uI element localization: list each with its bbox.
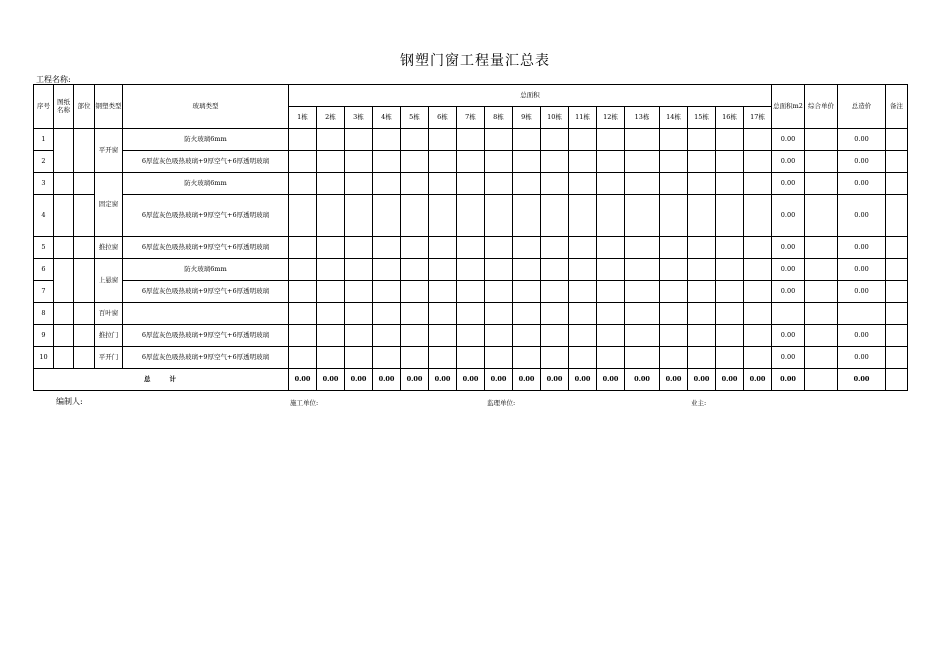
row-glass: 6厚蓝灰色吸热玻璃+9厚空气+6厚透明玻璃: [123, 151, 289, 173]
row-total-area: 0.00: [772, 325, 805, 347]
row-unit-price: [805, 237, 838, 259]
summary-table: [33, 84, 908, 391]
table-row: [34, 281, 908, 303]
row-part: [74, 129, 95, 173]
row-part: [74, 325, 95, 347]
row-window-type: 固定窗: [95, 173, 123, 237]
row-remarks: [886, 173, 908, 195]
row-window-type: 百叶窗: [95, 303, 123, 325]
total-building: 0.00: [373, 369, 401, 391]
row-total-price: 0.00: [838, 347, 886, 369]
row-part: [74, 237, 95, 259]
supervisor-label: 监理单位:: [487, 399, 516, 407]
header-building: 1栋: [289, 107, 317, 129]
header-building: 4栋: [373, 107, 401, 129]
row-seq: 10: [34, 347, 54, 369]
row-unit-price: [805, 151, 838, 173]
row-window-type: 上悬窗: [95, 259, 123, 303]
table-row: [34, 195, 908, 237]
contractor-label: 施工单位:: [290, 399, 319, 407]
row-glass: 6厚蓝灰色吸热玻璃+9厚空气+6厚透明玻璃: [123, 281, 289, 303]
total-building: 0.00: [317, 369, 345, 391]
row-total-area: 0.00: [772, 195, 805, 237]
row-seq: 7: [34, 281, 54, 303]
row-total-price: 0.00: [838, 281, 886, 303]
row-glass: 6厚蓝灰色吸热玻璃+9厚空气+6厚透明玻璃: [123, 237, 289, 259]
table-row: [34, 237, 908, 259]
header-window-type: 钢塑类型: [95, 85, 123, 129]
row-part: [74, 173, 95, 195]
header-row-1: [34, 85, 908, 107]
row-total-area: 0.00: [772, 129, 805, 151]
header-building: 2栋: [317, 107, 345, 129]
total-building: 0.00: [569, 369, 597, 391]
header-building: 8栋: [485, 107, 513, 129]
header-part: 部位: [74, 85, 95, 129]
project-name-label: 工程名称:: [36, 75, 71, 84]
total-building: 0.00: [688, 369, 716, 391]
owner-label: 业主:: [691, 399, 707, 407]
row-total-area: 0.00: [772, 259, 805, 281]
row-part: [74, 347, 95, 369]
header-building: 6栋: [429, 107, 457, 129]
total-unit-price: [805, 369, 838, 391]
table-row: [34, 347, 908, 369]
row-total-area: 0.00: [772, 151, 805, 173]
row-remarks: [886, 129, 908, 151]
total-remarks: [886, 369, 908, 391]
row-drawing: [54, 195, 74, 237]
row-remarks: [886, 237, 908, 259]
table-row: [34, 259, 908, 281]
row-total-price: 0.00: [838, 259, 886, 281]
header-building: 12栋: [597, 107, 625, 129]
row-drawing: [54, 129, 74, 173]
row-unit-price: [805, 325, 838, 347]
row-unit-price: [805, 259, 838, 281]
row-part: [74, 195, 95, 237]
total-building: 0.00: [289, 369, 317, 391]
row-seq: 2: [34, 151, 54, 173]
total-building: 0.00: [401, 369, 429, 391]
row-remarks: [886, 325, 908, 347]
row-window-type: 推拉门: [95, 325, 123, 347]
header-building: 3栋: [345, 107, 373, 129]
total-building: 0.00: [429, 369, 457, 391]
total-building: 0.00: [625, 369, 660, 391]
total-building: 0.00: [345, 369, 373, 391]
table-row: [34, 129, 908, 151]
row-unit-price: [805, 173, 838, 195]
row-glass: 防火玻璃6mm: [123, 259, 289, 281]
row-remarks: [886, 281, 908, 303]
row-glass: 防火玻璃6mm: [123, 129, 289, 151]
header-total-price: 总造价: [838, 85, 886, 129]
table-row: [34, 303, 908, 325]
row-window-type: 平开门: [95, 347, 123, 369]
row-unit-price: [805, 347, 838, 369]
header-drawing: 图纸名称: [54, 85, 74, 129]
header-total-area-group: 总面积: [289, 85, 772, 107]
row-drawing: [54, 347, 74, 369]
row-total-price: 0.00: [838, 325, 886, 347]
row-remarks: [886, 303, 908, 325]
row-window-type: 推拉窗: [95, 237, 123, 259]
header-building: 9栋: [513, 107, 541, 129]
header-seq: 序号: [34, 85, 54, 129]
row-remarks: [886, 195, 908, 237]
header-total-area: 总面积m2: [772, 85, 805, 129]
header-building: 15栋: [688, 107, 716, 129]
total-building: 0.00: [485, 369, 513, 391]
row-total-area: [772, 303, 805, 325]
row-drawing: [54, 259, 74, 303]
row-glass: [123, 303, 289, 325]
preparer-label: 编制人:: [56, 397, 83, 406]
row-seq: 5: [34, 237, 54, 259]
table-row: [34, 173, 908, 195]
header-glass: 玻璃类型: [123, 85, 289, 129]
row-total-price: 0.00: [838, 151, 886, 173]
header-building: 10栋: [541, 107, 569, 129]
header-building: 14栋: [660, 107, 688, 129]
header-building: 17栋: [744, 107, 772, 129]
row-total-price: 0.00: [838, 173, 886, 195]
row-seq: 8: [34, 303, 54, 325]
row-drawing: [54, 303, 74, 325]
row-remarks: [886, 347, 908, 369]
header-building: 7栋: [457, 107, 485, 129]
row-total-area: 0.00: [772, 173, 805, 195]
row-remarks: [886, 151, 908, 173]
total-row: [34, 369, 908, 391]
total-building: 0.00: [716, 369, 744, 391]
row-seq: 9: [34, 325, 54, 347]
row-part: [74, 259, 95, 303]
row-total-price: 0.00: [838, 237, 886, 259]
total-building: 0.00: [541, 369, 569, 391]
row-glass: 6厚蓝灰色吸热玻璃+9厚空气+6厚透明玻璃: [123, 325, 289, 347]
total-building: 0.00: [457, 369, 485, 391]
header-building: 16栋: [716, 107, 744, 129]
row-drawing: [54, 237, 74, 259]
row-unit-price: [805, 129, 838, 151]
page-title: 钢塑门窗工程量汇总表: [400, 53, 550, 69]
row-seq: 4: [34, 195, 54, 237]
total-label: 总 计: [34, 369, 289, 391]
row-total-price: 0.00: [838, 129, 886, 151]
row-glass: 6厚蓝灰色吸热玻璃+9厚空气+6厚透明玻璃: [123, 347, 289, 369]
row-total-area: 0.00: [772, 281, 805, 303]
header-building: 11栋: [569, 107, 597, 129]
total-area-sum: 0.00: [772, 369, 805, 391]
header-building: 5栋: [401, 107, 429, 129]
row-remarks: [886, 259, 908, 281]
row-unit-price: [805, 195, 838, 237]
total-building: 0.00: [597, 369, 625, 391]
table-row: [34, 325, 908, 347]
row-total-area: 0.00: [772, 347, 805, 369]
total-building: 0.00: [513, 369, 541, 391]
total-building: 0.00: [660, 369, 688, 391]
header-remarks: 备注: [886, 85, 908, 129]
row-seq: 3: [34, 173, 54, 195]
row-part: [74, 303, 95, 325]
row-drawing: [54, 325, 74, 347]
row-drawing: [54, 173, 74, 195]
row-window-type: 平开窗: [95, 129, 123, 173]
row-total-price: 0.00: [838, 195, 886, 237]
row-unit-price: [805, 303, 838, 325]
row-total-price: [838, 303, 886, 325]
total-price-sum: 0.00: [838, 369, 886, 391]
header-unit-price: 综合单价: [805, 85, 838, 129]
row-glass: 6厚蓝灰色吸热玻璃+9厚空气+6厚透明玻璃: [123, 195, 289, 237]
table-row: [34, 151, 908, 173]
row-total-area: 0.00: [772, 237, 805, 259]
row-glass: 防火玻璃6mm: [123, 173, 289, 195]
row-seq: 1: [34, 129, 54, 151]
row-seq: 6: [34, 259, 54, 281]
header-building: 13栋: [625, 107, 660, 129]
total-building: 0.00: [744, 369, 772, 391]
row-unit-price: [805, 281, 838, 303]
